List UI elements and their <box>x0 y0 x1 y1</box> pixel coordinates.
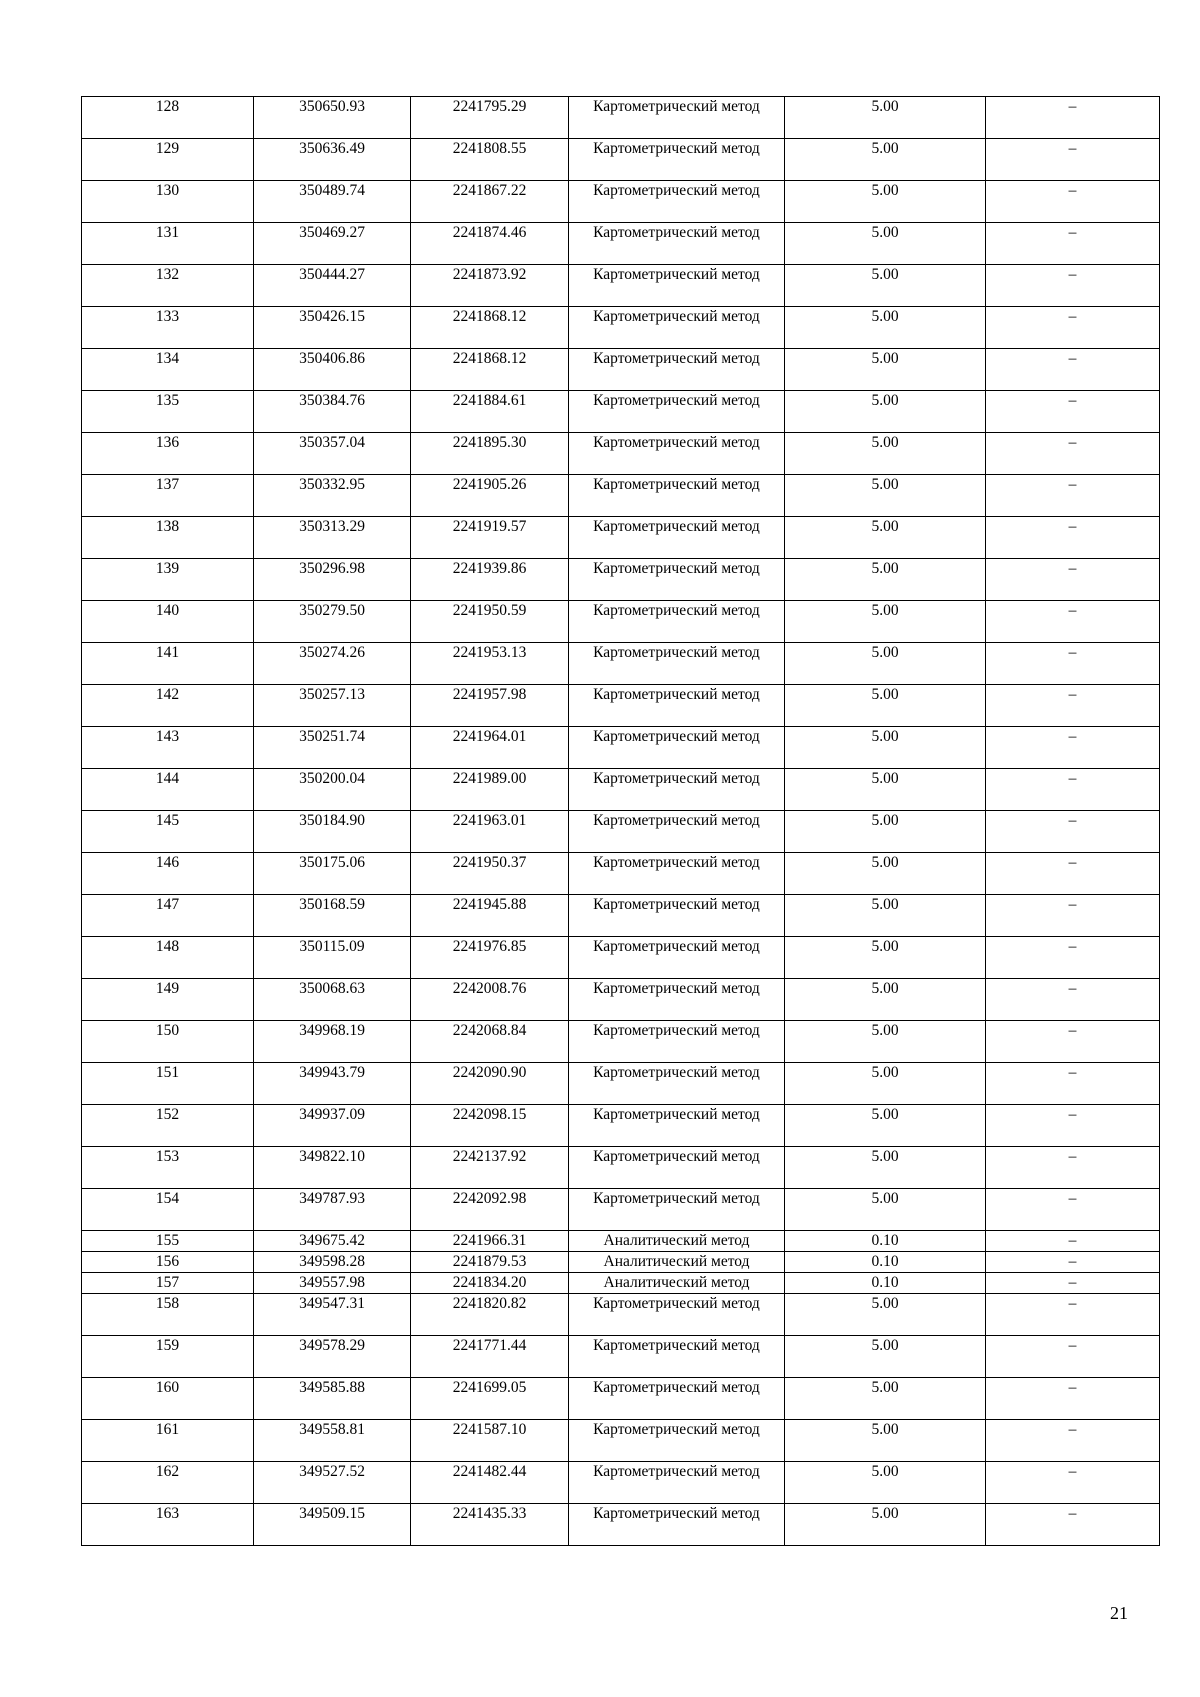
note-cell: – <box>986 643 1160 685</box>
x-coordinate-cell: 350357.04 <box>254 433 411 475</box>
note-cell: – <box>986 1147 1160 1189</box>
table-row <box>82 433 1160 475</box>
x-coordinate-cell: 349547.31 <box>254 1294 411 1336</box>
y-coordinate-cell: 2241884.61 <box>411 391 569 433</box>
method-cell: Картометрический метод <box>569 433 785 475</box>
method-cell: Картометрический метод <box>569 349 785 391</box>
note-cell: – <box>986 727 1160 769</box>
point-number-cell: 137 <box>82 475 254 517</box>
y-coordinate-cell: 2241950.37 <box>411 853 569 895</box>
note-cell: – <box>986 979 1160 1021</box>
note-cell: – <box>986 853 1160 895</box>
x-coordinate-cell: 350332.95 <box>254 475 411 517</box>
table-row <box>82 769 1160 811</box>
method-cell: Картометрический метод <box>569 1147 785 1189</box>
y-coordinate-cell: 2241945.88 <box>411 895 569 937</box>
y-coordinate-cell: 2241873.92 <box>411 265 569 307</box>
method-cell: Картометрический метод <box>569 517 785 559</box>
y-coordinate-cell: 2242008.76 <box>411 979 569 1021</box>
note-cell: – <box>986 349 1160 391</box>
note-cell: – <box>986 559 1160 601</box>
table-row <box>82 685 1160 727</box>
point-number-cell: 142 <box>82 685 254 727</box>
y-coordinate-cell: 2241435.33 <box>411 1504 569 1546</box>
point-number-cell: 138 <box>82 517 254 559</box>
x-coordinate-cell: 350489.74 <box>254 181 411 223</box>
y-coordinate-cell: 2241964.01 <box>411 727 569 769</box>
table-row <box>82 1252 1160 1273</box>
point-number-cell: 129 <box>82 139 254 181</box>
table-row <box>82 979 1160 1021</box>
note-cell: – <box>986 433 1160 475</box>
method-cell: Картометрический метод <box>569 769 785 811</box>
method-cell: Картометрический метод <box>569 1420 785 1462</box>
table-row <box>82 1189 1160 1231</box>
precision-cell: 5.00 <box>785 307 986 349</box>
y-coordinate-cell: 2241868.12 <box>411 349 569 391</box>
note-cell: – <box>986 223 1160 265</box>
x-coordinate-cell: 349585.88 <box>254 1378 411 1420</box>
method-cell: Картометрический метод <box>569 811 785 853</box>
point-number-cell: 156 <box>82 1252 254 1273</box>
method-cell: Картометрический метод <box>569 1504 785 1546</box>
x-coordinate-cell: 349968.19 <box>254 1021 411 1063</box>
x-coordinate-cell: 350251.74 <box>254 727 411 769</box>
method-cell: Аналитический метод <box>569 1252 785 1273</box>
method-cell: Картометрический метод <box>569 643 785 685</box>
y-coordinate-cell: 2242090.90 <box>411 1063 569 1105</box>
x-coordinate-cell: 349557.98 <box>254 1273 411 1294</box>
note-cell: – <box>986 517 1160 559</box>
point-number-cell: 161 <box>82 1420 254 1462</box>
table-row <box>82 265 1160 307</box>
precision-cell: 5.00 <box>785 1378 986 1420</box>
table-row <box>82 1021 1160 1063</box>
page-number: 21 <box>1110 1603 1128 1623</box>
note-cell: – <box>986 937 1160 979</box>
table-row <box>82 895 1160 937</box>
point-number-cell: 135 <box>82 391 254 433</box>
coordinates-table <box>81 96 1160 1546</box>
table-row <box>82 937 1160 979</box>
method-cell: Картометрический метод <box>569 895 785 937</box>
note-cell: – <box>986 391 1160 433</box>
table-row <box>82 139 1160 181</box>
method-cell: Картометрический метод <box>569 181 785 223</box>
table-row <box>82 307 1160 349</box>
precision-cell: 5.00 <box>785 433 986 475</box>
y-coordinate-cell: 2241976.85 <box>411 937 569 979</box>
precision-cell: 5.00 <box>785 475 986 517</box>
x-coordinate-cell: 350115.09 <box>254 937 411 979</box>
y-coordinate-cell: 2241771.44 <box>411 1336 569 1378</box>
x-coordinate-cell: 350406.86 <box>254 349 411 391</box>
note-cell: – <box>986 265 1160 307</box>
point-number-cell: 163 <box>82 1504 254 1546</box>
note-cell: – <box>986 1063 1160 1105</box>
x-coordinate-cell: 350274.26 <box>254 643 411 685</box>
method-cell: Картометрический метод <box>569 1063 785 1105</box>
method-cell: Картометрический метод <box>569 559 785 601</box>
y-coordinate-cell: 2241963.01 <box>411 811 569 853</box>
precision-cell: 0.10 <box>785 1231 986 1252</box>
y-coordinate-cell: 2241587.10 <box>411 1420 569 1462</box>
point-number-cell: 131 <box>82 223 254 265</box>
precision-cell: 5.00 <box>785 559 986 601</box>
method-cell: Картометрический метод <box>569 391 785 433</box>
precision-cell: 5.00 <box>785 265 986 307</box>
table-row <box>82 1294 1160 1336</box>
y-coordinate-cell: 2241879.53 <box>411 1252 569 1273</box>
precision-cell: 5.00 <box>785 979 986 1021</box>
note-cell: – <box>986 139 1160 181</box>
note-cell: – <box>986 1378 1160 1420</box>
y-coordinate-cell: 2241820.82 <box>411 1294 569 1336</box>
y-coordinate-cell: 2241939.86 <box>411 559 569 601</box>
note-cell: – <box>986 769 1160 811</box>
y-coordinate-cell: 2241953.13 <box>411 643 569 685</box>
note-cell: – <box>986 811 1160 853</box>
y-coordinate-cell: 2241905.26 <box>411 475 569 517</box>
precision-cell: 5.00 <box>785 811 986 853</box>
table-row <box>82 349 1160 391</box>
precision-cell: 5.00 <box>785 139 986 181</box>
point-number-cell: 162 <box>82 1462 254 1504</box>
point-number-cell: 151 <box>82 1063 254 1105</box>
y-coordinate-cell: 2241834.20 <box>411 1273 569 1294</box>
precision-cell: 5.00 <box>785 895 986 937</box>
x-coordinate-cell: 350636.49 <box>254 139 411 181</box>
x-coordinate-cell: 350168.59 <box>254 895 411 937</box>
y-coordinate-cell: 2241874.46 <box>411 223 569 265</box>
table-row <box>82 1147 1160 1189</box>
table-row <box>82 1105 1160 1147</box>
table-row <box>82 1420 1160 1462</box>
x-coordinate-cell: 350313.29 <box>254 517 411 559</box>
table-row <box>82 1231 1160 1252</box>
x-coordinate-cell: 349558.81 <box>254 1420 411 1462</box>
x-coordinate-cell: 350384.76 <box>254 391 411 433</box>
point-number-cell: 128 <box>82 97 254 139</box>
y-coordinate-cell: 2242068.84 <box>411 1021 569 1063</box>
y-coordinate-cell: 2241482.44 <box>411 1462 569 1504</box>
x-coordinate-cell: 349527.52 <box>254 1462 411 1504</box>
point-number-cell: 133 <box>82 307 254 349</box>
note-cell: – <box>986 685 1160 727</box>
table-row <box>82 181 1160 223</box>
point-number-cell: 158 <box>82 1294 254 1336</box>
note-cell: – <box>986 601 1160 643</box>
x-coordinate-cell: 350650.93 <box>254 97 411 139</box>
precision-cell: 5.00 <box>785 1420 986 1462</box>
x-coordinate-cell: 350279.50 <box>254 601 411 643</box>
method-cell: Картометрический метод <box>569 685 785 727</box>
method-cell: Картометрический метод <box>569 97 785 139</box>
table-row <box>82 1504 1160 1546</box>
y-coordinate-cell: 2242137.92 <box>411 1147 569 1189</box>
x-coordinate-cell: 349937.09 <box>254 1105 411 1147</box>
note-cell: – <box>986 1462 1160 1504</box>
table-row <box>82 391 1160 433</box>
note-cell: – <box>986 307 1160 349</box>
table-row <box>82 97 1160 139</box>
point-number-cell: 141 <box>82 643 254 685</box>
method-cell: Картометрический метод <box>569 1189 785 1231</box>
precision-cell: 5.00 <box>785 1462 986 1504</box>
note-cell: – <box>986 1336 1160 1378</box>
x-coordinate-cell: 350426.15 <box>254 307 411 349</box>
precision-cell: 5.00 <box>785 727 986 769</box>
point-number-cell: 147 <box>82 895 254 937</box>
x-coordinate-cell: 349675.42 <box>254 1231 411 1252</box>
note-cell: – <box>986 1420 1160 1462</box>
point-number-cell: 155 <box>82 1231 254 1252</box>
table-row <box>82 517 1160 559</box>
x-coordinate-cell: 350175.06 <box>254 853 411 895</box>
table-row <box>82 1462 1160 1504</box>
method-cell: Картометрический метод <box>569 1378 785 1420</box>
point-number-cell: 149 <box>82 979 254 1021</box>
x-coordinate-cell: 350444.27 <box>254 265 411 307</box>
method-cell: Картометрический метод <box>569 979 785 1021</box>
note-cell: – <box>986 895 1160 937</box>
x-coordinate-cell: 350469.27 <box>254 223 411 265</box>
method-cell: Картометрический метод <box>569 223 785 265</box>
precision-cell: 5.00 <box>785 1504 986 1546</box>
x-coordinate-cell: 349509.15 <box>254 1504 411 1546</box>
method-cell: Картометрический метод <box>569 853 785 895</box>
table-row <box>82 559 1160 601</box>
precision-cell: 5.00 <box>785 1189 986 1231</box>
y-coordinate-cell: 2241795.29 <box>411 97 569 139</box>
method-cell: Картометрический метод <box>569 1336 785 1378</box>
y-coordinate-cell: 2242098.15 <box>411 1105 569 1147</box>
point-number-cell: 132 <box>82 265 254 307</box>
point-number-cell: 143 <box>82 727 254 769</box>
note-cell: – <box>986 1021 1160 1063</box>
point-number-cell: 134 <box>82 349 254 391</box>
x-coordinate-cell: 350200.04 <box>254 769 411 811</box>
precision-cell: 5.00 <box>785 1336 986 1378</box>
y-coordinate-cell: 2241957.98 <box>411 685 569 727</box>
method-cell: Картометрический метод <box>569 937 785 979</box>
note-cell: – <box>986 97 1160 139</box>
note-cell: – <box>986 1231 1160 1252</box>
point-number-cell: 159 <box>82 1336 254 1378</box>
note-cell: – <box>986 1189 1160 1231</box>
x-coordinate-cell: 349822.10 <box>254 1147 411 1189</box>
method-cell: Картометрический метод <box>569 1105 785 1147</box>
table-row <box>82 811 1160 853</box>
method-cell: Картометрический метод <box>569 139 785 181</box>
method-cell: Картометрический метод <box>569 475 785 517</box>
precision-cell: 5.00 <box>785 1294 986 1336</box>
method-cell: Картометрический метод <box>569 727 785 769</box>
precision-cell: 5.00 <box>785 1063 986 1105</box>
note-cell: – <box>986 1273 1160 1294</box>
table-row <box>82 1378 1160 1420</box>
x-coordinate-cell: 349578.29 <box>254 1336 411 1378</box>
point-number-cell: 136 <box>82 433 254 475</box>
x-coordinate-cell: 350184.90 <box>254 811 411 853</box>
method-cell: Картометрический метод <box>569 601 785 643</box>
note-cell: – <box>986 1252 1160 1273</box>
point-number-cell: 160 <box>82 1378 254 1420</box>
y-coordinate-cell: 2241919.57 <box>411 517 569 559</box>
precision-cell: 5.00 <box>785 853 986 895</box>
y-coordinate-cell: 2241699.05 <box>411 1378 569 1420</box>
note-cell: – <box>986 1294 1160 1336</box>
precision-cell: 5.00 <box>785 1147 986 1189</box>
y-coordinate-cell: 2241867.22 <box>411 181 569 223</box>
precision-cell: 5.00 <box>785 181 986 223</box>
y-coordinate-cell: 2241966.31 <box>411 1231 569 1252</box>
precision-cell: 5.00 <box>785 937 986 979</box>
table-row <box>82 1273 1160 1294</box>
x-coordinate-cell: 350068.63 <box>254 979 411 1021</box>
precision-cell: 5.00 <box>785 1021 986 1063</box>
x-coordinate-cell: 349598.28 <box>254 1252 411 1273</box>
precision-cell: 0.10 <box>785 1252 986 1273</box>
precision-cell: 5.00 <box>785 97 986 139</box>
precision-cell: 0.10 <box>785 1273 986 1294</box>
note-cell: – <box>986 181 1160 223</box>
point-number-cell: 145 <box>82 811 254 853</box>
x-coordinate-cell: 349943.79 <box>254 1063 411 1105</box>
precision-cell: 5.00 <box>785 1105 986 1147</box>
x-coordinate-cell: 350296.98 <box>254 559 411 601</box>
method-cell: Картометрический метод <box>569 307 785 349</box>
point-number-cell: 150 <box>82 1021 254 1063</box>
precision-cell: 5.00 <box>785 391 986 433</box>
method-cell: Картометрический метод <box>569 265 785 307</box>
note-cell: – <box>986 1105 1160 1147</box>
table-row <box>82 223 1160 265</box>
x-coordinate-cell: 350257.13 <box>254 685 411 727</box>
point-number-cell: 153 <box>82 1147 254 1189</box>
note-cell: – <box>986 1504 1160 1546</box>
table-row <box>82 643 1160 685</box>
point-number-cell: 144 <box>82 769 254 811</box>
coordinates-table-body <box>82 97 1160 1546</box>
point-number-cell: 130 <box>82 181 254 223</box>
point-number-cell: 154 <box>82 1189 254 1231</box>
method-cell: Картометрический метод <box>569 1462 785 1504</box>
y-coordinate-cell: 2241950.59 <box>411 601 569 643</box>
precision-cell: 5.00 <box>785 223 986 265</box>
x-coordinate-cell: 349787.93 <box>254 1189 411 1231</box>
y-coordinate-cell: 2241868.12 <box>411 307 569 349</box>
y-coordinate-cell: 2241895.30 <box>411 433 569 475</box>
table-row <box>82 1336 1160 1378</box>
y-coordinate-cell: 2241989.00 <box>411 769 569 811</box>
table-row <box>82 727 1160 769</box>
note-cell: – <box>986 475 1160 517</box>
table-row <box>82 853 1160 895</box>
y-coordinate-cell: 2241808.55 <box>411 139 569 181</box>
method-cell: Картометрический метод <box>569 1294 785 1336</box>
precision-cell: 5.00 <box>785 517 986 559</box>
point-number-cell: 146 <box>82 853 254 895</box>
method-cell: Аналитический метод <box>569 1231 785 1252</box>
table-row <box>82 475 1160 517</box>
precision-cell: 5.00 <box>785 601 986 643</box>
table-row <box>82 601 1160 643</box>
point-number-cell: 157 <box>82 1273 254 1294</box>
precision-cell: 5.00 <box>785 769 986 811</box>
y-coordinate-cell: 2242092.98 <box>411 1189 569 1231</box>
point-number-cell: 148 <box>82 937 254 979</box>
point-number-cell: 152 <box>82 1105 254 1147</box>
point-number-cell: 140 <box>82 601 254 643</box>
precision-cell: 5.00 <box>785 349 986 391</box>
method-cell: Аналитический метод <box>569 1273 785 1294</box>
point-number-cell: 139 <box>82 559 254 601</box>
precision-cell: 5.00 <box>785 685 986 727</box>
method-cell: Картометрический метод <box>569 1021 785 1063</box>
table-row <box>82 1063 1160 1105</box>
precision-cell: 5.00 <box>785 643 986 685</box>
